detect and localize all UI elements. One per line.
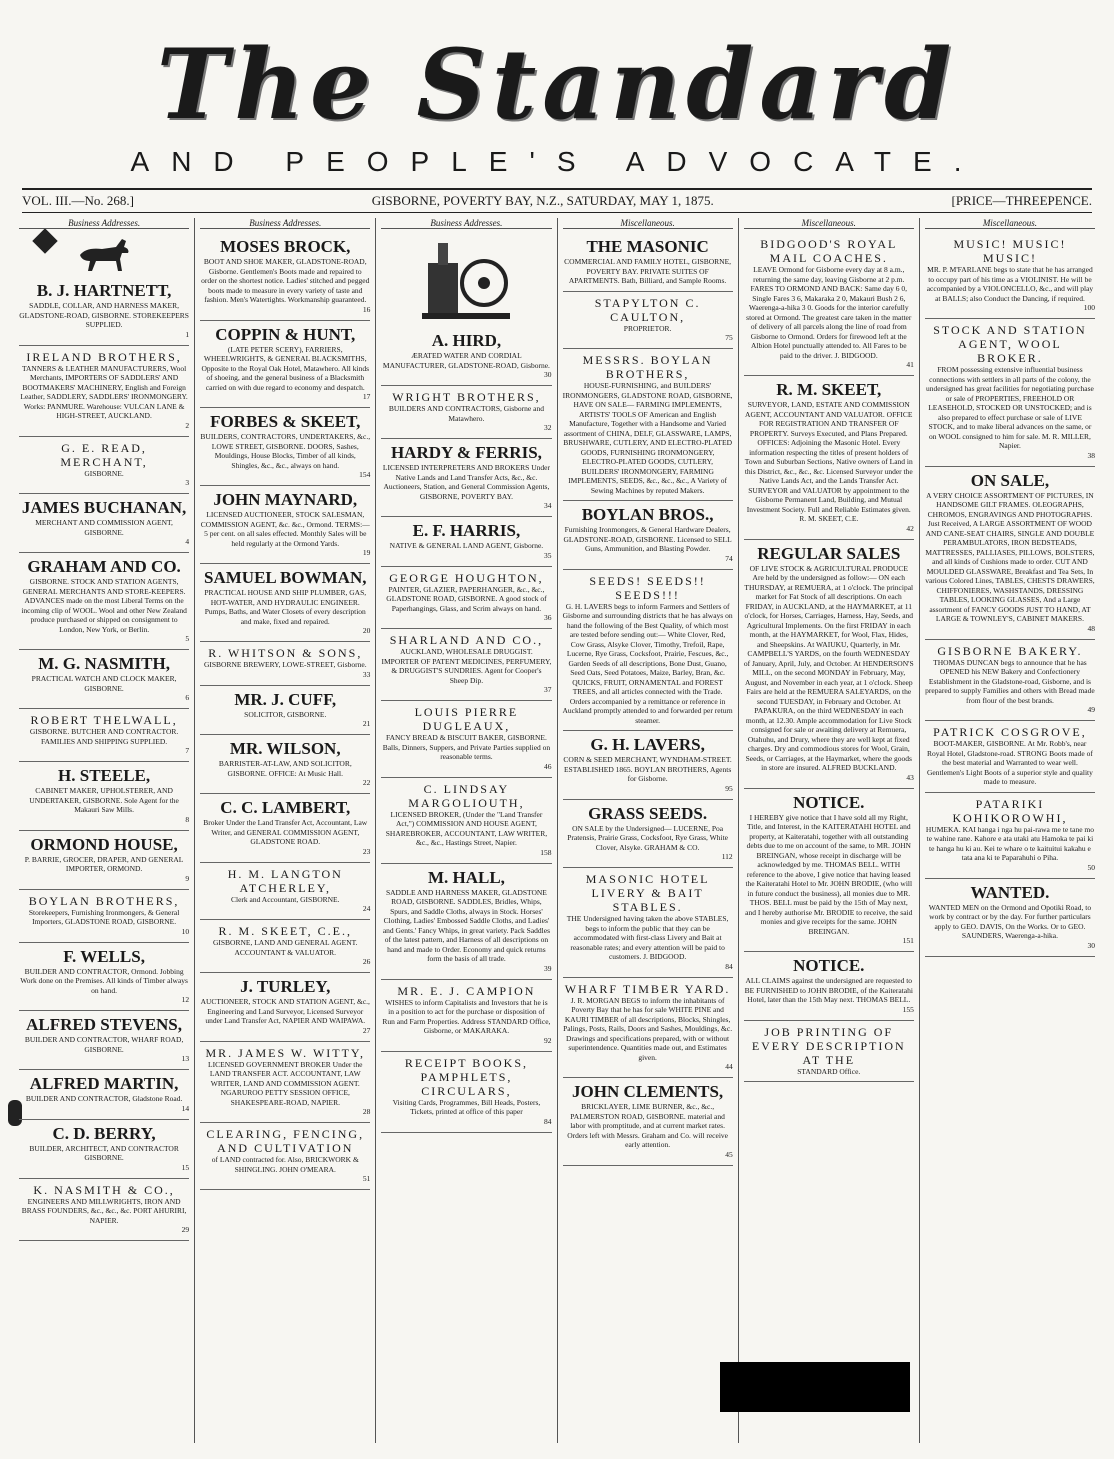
ad-body: BUILDER AND CONTRACTOR, Ormond. Jobbing Work done on the Premises. All kinds of Timber always on hand. bbox=[20, 966, 188, 995]
ad-number: 35 bbox=[544, 550, 552, 560]
ad-title: G. H. LAVERS, bbox=[590, 735, 705, 754]
ad-number: 43 bbox=[906, 772, 914, 782]
ad-title: ORMOND HOUSE, bbox=[30, 834, 178, 854]
ad-title: MR. J. CUFF, bbox=[234, 689, 337, 709]
ad-body: PAINTER, GLAZIER, PAPERHANGER, &c., &c., GLADSTONE ROAD, GISBORNE. A good stock of Paperhangings, Glass, and Scrim always on hand. bbox=[386, 584, 547, 613]
column-2 bbox=[194, 218, 375, 1443]
ad-number: 10 bbox=[181, 926, 190, 936]
column-heading: Miscellaneous. bbox=[563, 218, 733, 229]
price: [PRICE—THREEPENCE. bbox=[951, 193, 1092, 208]
ad-body: FANCY BREAD & BISCUIT BAKER, GISBORNE. Balls, Dinners, Suppers, and Private Parties supplied on reasonable terms. bbox=[382, 733, 551, 761]
advertisement bbox=[200, 408, 370, 486]
advertisement bbox=[381, 778, 551, 864]
ad-body: COMMERCIAL AND FAMILY HOTEL, GISBORNE, POVERTY BAY. PRIVATE SUITES OF APARTMENTS. Bath, Billiard, and Sample Rooms. bbox=[564, 257, 732, 285]
ad-title: JOHN CLEMENTS, bbox=[572, 1082, 724, 1101]
ad-body: GISBORNE BREWERY, LOWE-STREET, Gisborne. bbox=[203, 660, 367, 669]
ad-title: BIDGOOD'S ROYAL MAIL COACHES. bbox=[760, 237, 898, 265]
ad-number: 22 bbox=[362, 778, 371, 787]
column-1 bbox=[14, 218, 194, 1443]
ad-title: C. C. LAMBERT, bbox=[220, 798, 351, 817]
ad-number: 19 bbox=[362, 548, 371, 557]
advertisement bbox=[744, 1021, 914, 1083]
advertisement bbox=[200, 863, 370, 921]
ad-number: 155 bbox=[902, 1004, 914, 1014]
columns bbox=[14, 218, 1100, 1443]
advertisement bbox=[563, 349, 733, 501]
ad-number: 2 bbox=[185, 420, 190, 430]
ad-title: H. M. LANGTON ATCHERLEY, bbox=[227, 866, 343, 895]
ad-number: 45 bbox=[725, 1149, 733, 1159]
ad-body: GISBORNE, LAND AND GENERAL AGENT. ACCOUNTANT & VALUATOR. bbox=[212, 938, 358, 957]
advertisement bbox=[381, 864, 551, 980]
advertisement bbox=[200, 233, 370, 321]
ad-title: SEEDS! SEEDS!! SEEDS!!! bbox=[589, 573, 706, 602]
ad-number: 41 bbox=[906, 360, 914, 369]
volume-number: VOL. III.—No. 268.] bbox=[22, 193, 134, 208]
ad-body: WISHES to inform Capitalists and Investors that he is in a position to act for the purchase or disposition of Run and Farm Properties. Address STANDARD Office, Gisborne, or MAKARAKA. bbox=[382, 997, 551, 1035]
ad-body: BUILDER AND CONTRACTOR, Gladstone Road. bbox=[25, 1094, 183, 1103]
ad-title: MR. E. J. CAMPION bbox=[397, 983, 536, 998]
ad-title: MUSIC! MUSIC! MUSIC! bbox=[953, 237, 1067, 265]
ad-number: 37 bbox=[544, 685, 552, 694]
ad-number: 21 bbox=[362, 719, 371, 728]
advertisement bbox=[925, 233, 1095, 319]
ad-number: 3 bbox=[185, 478, 190, 487]
ad-number: 16 bbox=[362, 304, 371, 314]
ad-number: 95 bbox=[725, 783, 733, 793]
advertisement bbox=[19, 762, 189, 831]
ad-body: SADDLE, COLLAR, AND HARNESS MAKER, GLADSTONE-ROAD, GISBORNE. STOREKEEPERS SUPPLIED. bbox=[19, 301, 189, 329]
ad-number: 26 bbox=[362, 957, 371, 966]
ad-title: ALFRED STEVENS, bbox=[26, 1015, 183, 1034]
redaction-block bbox=[720, 1362, 910, 1412]
advertisement bbox=[19, 437, 189, 495]
ad-body: Clerk and Accountant, GISBORNE. bbox=[230, 894, 340, 904]
ad-body: LEAVE Ormond for Gisborne every day at 8 a.m., returning the same day, leaving Gisborne at 2 p.m. FARES TO ORMOND AND BACK: Same day 6 0, Single Fares 3 6, Makaraka 2 0, Makauri Bush 2 6, Waerenga-a-hika 3 0. Goods for the interior carefully stored at Ormond. The greatest care taken in the matter of delivery of all parcels along the line of road from Gisborne to Ormond. Orders for firewood left at the Albion Hotel punctually attended to. All Fares to be paid to the driver. J. BIDGOOD. bbox=[746, 265, 912, 360]
ad-title: FORBES & SKEET, bbox=[210, 412, 361, 431]
ad-number: 24 bbox=[362, 904, 371, 913]
ad-title: HARDY & FERRIS, bbox=[390, 443, 542, 462]
advertisement bbox=[19, 277, 189, 346]
ad-number: 30 bbox=[544, 370, 552, 379]
advertisement bbox=[563, 233, 733, 292]
ad-number: 74 bbox=[725, 553, 733, 563]
column-heading: Miscellaneous. bbox=[744, 218, 914, 229]
ad-body: ALL CLAIMS against the undersigned are requested to BE FURNISHED to JOHN BRODIE, of the Kaiteratahi Hotel, later than the 15th May next. THOMAS BELL. bbox=[744, 976, 913, 1004]
ad-title: WANTED. bbox=[970, 882, 1050, 902]
ad-number: 8 bbox=[185, 814, 190, 824]
advertisement bbox=[200, 735, 370, 794]
ad-number: 84 bbox=[544, 1116, 552, 1126]
ad-body: J. R. MORGAN BEGS to inform the inhabitants of Poverty Bay that he has for sale WHITE PINE and KAURI TIMBER of all descriptions, Blocks, Shingles, Palings, Posts, Rails, Doors and Sashes, Mouldings, &c. Drawings and specifications prepared, with or without superintendence. Quantities made out, and Estimates given. bbox=[563, 995, 733, 1062]
ad-number: 34 bbox=[544, 501, 552, 510]
ad-body: OF LIVE STOCK & AGRICULTURAL PRODUCE Are held by the undersigned as follow:— ON each THURSDAY, at REMUERA, at 1 o'clock. The principal market for Fat Stock of all descriptions. On each FRIDAY, in AUCKLAND, at the HAYMARKET, at 11 o'clock, for Horses, Carriages, Harness, Hay, Seeds, and Agricultural Implements. On the first FRIDAY in each month, at the HAYMARKET, for Wool, Flax, Hides, and Sheepskins. At WAIUKU, Quarterly, in Mr. CAMPBELL'S YARDS, on the fourth WEDNESDAY of January, April, July, and October. At HENDERSON'S MILL, on the second MONDAY in February, May, August, and November in each year, at 1 o'clock. Sheep Fairs are held at the REMUERA SALEYARDS, on the second TUESDAY, in February and October. At PAPAKURA, on the third WEDNESDAY in each month, at 12.30. Ample accommodation for Live Stock consigned for sale or awaiting delivery at Remuera, Otahuhu, and Drury, where they are well kept at fixed charges. Dry and commodious stores for Wool, Grain, Seeds, or Carriages, at the Haymarket, where the goods in store are insured. ALFRED BUCKLAND. bbox=[743, 563, 914, 772]
ad-number: 20 bbox=[362, 626, 371, 635]
ad-number: 23 bbox=[362, 846, 371, 856]
ad-body: SADDLE AND HARNESS MAKER, GLADSTONE ROAD, GISBORNE. SADDLES, Bridles, Whips, Spurs, and Saddle Cloths, always in Stock. Horses' Clothing, Ladies' Embossed Saddle Cloths, and Ladies' and Gents.' Fancy Whips, in great variety. Pack Saddles of the latest pattern, and Harness of all descriptions on hand and made to Order. Economy and quick returns form the basis of all trade. bbox=[382, 887, 550, 963]
advertisement bbox=[563, 731, 733, 800]
ad-number: 48 bbox=[1087, 623, 1096, 633]
advertisement bbox=[200, 321, 370, 409]
ad-body: SURVEYOR, LAND, ESTATE AND COMMISSION AGENT, ACCOUNTANT AND VALUATOR. OFFICE FOR REGISTRATION AND TRANSFER OF PROPERTY. Surveys Executed, and Plans Prepared. OFFICES: Adjoining the Masonic Hotel. Every information respecting the titles of present holders of Town and Suburban Sections, Native owners of Land in this District, &c., &c., &c. Licensed Surveyor under the Native Lands Act, and the Lands Transfer Act. SURVEYOR and VALUATOR by appointment to the Gisborne Permanent Land, Building, and Mutual Investment Society. Full and Reliable Estimates given. R. M. SKEET, C.E. bbox=[744, 400, 913, 523]
ad-title: WRIGHT BROTHERS, bbox=[392, 390, 541, 404]
advertisement bbox=[19, 709, 189, 762]
ad-number: 14 bbox=[181, 1103, 190, 1113]
advertisement bbox=[381, 439, 551, 517]
ad-body: THOMAS DUNCAN begs to announce that he has OPENED his NEW Bakery and Confectionery Establishment in the Gladstone-road, Gisborne, and is prepared to supply Families and others with Bread made from flour of the best brands. bbox=[925, 657, 1095, 705]
column-4 bbox=[557, 218, 738, 1443]
advertisement bbox=[925, 640, 1095, 722]
ad-title: LOUIS PIERRE DUGLEAUX, bbox=[414, 705, 519, 733]
column-5 bbox=[738, 218, 919, 1443]
ad-title: ALFRED MARTIN, bbox=[29, 1074, 179, 1093]
ad-body: GISBORNE. bbox=[84, 468, 124, 478]
ad-number: 4 bbox=[185, 537, 190, 546]
ad-title: J. TURLEY, bbox=[240, 977, 331, 996]
ad-number: 36 bbox=[544, 613, 552, 622]
ad-title: F. WELLS, bbox=[63, 946, 145, 966]
ad-title: G. E. READ, MERCHANT, bbox=[60, 440, 148, 469]
ad-title: PATARIKI KOHIKOROWHI, bbox=[952, 796, 1068, 825]
column-6 bbox=[919, 218, 1100, 1443]
advertisement bbox=[744, 376, 914, 540]
advertisement bbox=[925, 467, 1095, 640]
ad-number: 75 bbox=[725, 333, 733, 342]
ad-title: WHARF TIMBER YARD. bbox=[564, 981, 731, 996]
masthead-title: The Standard bbox=[156, 28, 958, 141]
advertisement bbox=[925, 319, 1095, 467]
ad-title: MESSRS. BOYLAN BROTHERS, bbox=[582, 353, 713, 381]
dateline bbox=[22, 188, 1092, 213]
column-heading: Business Addresses. bbox=[19, 218, 189, 229]
ad-number: 7 bbox=[185, 746, 190, 755]
advertisement bbox=[744, 540, 914, 789]
ad-title: CLEARING, FENCING, AND CULTIVATION bbox=[206, 1127, 365, 1155]
ad-body: BARRISTER-AT-LAW, AND SOLICITOR, GISBORNE. OFFICE: At Music Hall. bbox=[218, 759, 352, 778]
masthead bbox=[0, 30, 1114, 178]
ad-body: PRACTICAL HOUSE AND SHIP PLUMBER, GAS, HOT-WATER, AND HYDRAULIC ENGINEER. Pumps, Baths, and Water Closets of every description and make, fixed and repaired. bbox=[204, 588, 367, 626]
ad-body: THE Undersigned having taken the above STABLES, begs to inform the public that they can be accommodated with first-class Livery and Bait at reasonable rates; and every attention will be paid to customers. J. BIDGOOD. bbox=[566, 914, 729, 961]
ad-number: 92 bbox=[544, 1035, 552, 1045]
ad-body: Storekeepers, Furnishing Ironmongers, & General Importers, GLADSTONE ROAD, GISBORNE. bbox=[28, 907, 180, 926]
advertisement bbox=[19, 1179, 189, 1242]
ad-title: STOCK AND STATION AGENT, WOOL BROKER. bbox=[933, 323, 1087, 365]
ad-title: MASONIC HOTEL LIVERY & BAIT STABLES. bbox=[585, 872, 710, 914]
advertisement bbox=[19, 890, 189, 943]
advertisement bbox=[19, 1011, 189, 1070]
ad-number: 5 bbox=[185, 634, 190, 643]
ad-title: BOYLAN BROS., bbox=[581, 505, 714, 524]
ad-number: 9 bbox=[185, 873, 190, 883]
ad-body: HUMEKA. KAI hanga i nga hu pai-rawa me te tane mo te wahine rane. Kahore e ata utaki atu Hamoka te pai ki te hanga hu ki au. Kei te whare o te kaituitui kakahu e tata ana ki te Paparahuhi o Piha. bbox=[925, 824, 1094, 862]
advertisement bbox=[925, 793, 1095, 879]
column-heading: Miscellaneous. bbox=[925, 218, 1095, 229]
ad-number: 84 bbox=[725, 961, 733, 971]
ad-title: MR. WILSON, bbox=[229, 739, 341, 758]
advertisement bbox=[19, 1120, 189, 1179]
ad-number: 30 bbox=[1087, 940, 1096, 950]
column-heading: Business Addresses. bbox=[381, 218, 551, 229]
ad-title: RECEIPT BOOKS, PAMPHLETS, CIRCULARS, bbox=[404, 1055, 528, 1098]
ad-number: 15 bbox=[181, 1162, 190, 1172]
ad-title: MR. JAMES W. WITTY, bbox=[205, 1045, 366, 1060]
ad-title: R. WHITSON & SONS, bbox=[208, 646, 363, 660]
ad-body: LICENSED GOVERNMENT BROKER Under the LAND TRANSFER ACT. ACCOUNTANT, LAW WRITER, LAND AND COMMISSION AGENT. NGARUROO PETTY SESSION OFFICE, SHAKESPEARE-ROAD, NAPIER. bbox=[208, 1059, 363, 1107]
ad-body: GISBORNE. STOCK AND STATION AGENTS, GENERAL MERCHANTS AND STORE-KEEPERS. ADVANCES made on the most Liberal Terms on the incoming clip of WOOL. Wool and other New Zealand produce purchased or shipped on consignment to London, New York, or Berlin. bbox=[21, 577, 187, 634]
ad-title: M. HALL, bbox=[427, 867, 505, 887]
ad-body: BUILDERS AND CONTRACTORS, Gisborne and Matawhero. bbox=[388, 404, 544, 423]
ad-number: 154 bbox=[359, 470, 371, 479]
ad-body: CABINET MAKER, UPHOLSTERER, AND UNDERTAKER, GISBORNE. Sole Agent for the Makauri Saw Mills. bbox=[29, 786, 179, 814]
ad-title: K. NASMITH & CO., bbox=[33, 1182, 175, 1197]
ad-body: STANDARD Office. bbox=[797, 1066, 861, 1076]
advertisement bbox=[200, 920, 370, 973]
ad-body: ÆRATED WATER AND CORDIAL MANUFACTURER, GLADSTONE-ROAD, Gisborne. bbox=[382, 351, 550, 370]
advertisement bbox=[19, 553, 189, 650]
advertisement bbox=[381, 701, 551, 778]
advertisement bbox=[563, 800, 733, 869]
advertisement bbox=[19, 831, 189, 890]
advertisement bbox=[19, 494, 189, 553]
ad-body: LICENSED BROKER, (Under the "Land Transfer Act,") COMMISSION AND HOUSE AGENT, SHAREBROKER, ACCOUNTANT, LAW WRITER, &c., &c., Hastings Street, Napier. bbox=[385, 809, 548, 847]
ad-number: 33 bbox=[362, 669, 371, 679]
advertisement bbox=[200, 564, 370, 642]
ad-number: 50 bbox=[1087, 862, 1096, 872]
ad-body: Furnishing Ironmongers, & General Hardware Dealers, GLADSTONE-ROAD, GISBORNE. Licensed to SELL Guns, Ammunition, and Blasting Powder. bbox=[563, 525, 732, 553]
ad-title: JOB PRINTING OF EVERY DESCRIPTION AT THE bbox=[751, 1024, 906, 1067]
ad-number: 29 bbox=[181, 1225, 190, 1234]
ad-number: 27 bbox=[362, 1025, 371, 1035]
ad-title: C. LINDSAY MARGOLIOUTH, bbox=[408, 781, 525, 810]
ad-title: M. G. NASMITH, bbox=[38, 654, 170, 673]
ad-number: 32 bbox=[544, 423, 552, 432]
advertisement bbox=[200, 486, 370, 564]
ad-title: ROBERT THELWALL, bbox=[30, 713, 178, 727]
ad-body: BUILDERS, CONTRACTORS, UNDERTAKERS, &c., LOWE STREET, GISBORNE. DOORS, Sashes, Mouldings, House Blocks, Timber of all kinds, Shingles, &c., &c., always on hand. bbox=[200, 432, 371, 470]
ad-title: JOHN MAYNARD, bbox=[213, 490, 358, 509]
ad-number: 112 bbox=[721, 852, 733, 861]
ad-body: G. H. LAVERS begs to inform Farmers and Settlers of Gisborne and surrounding districts that he has always on hand the following of the Best Quality, of which most are tested before sending out:— White Clover, Red, Cow Grass, Alsyke Clover, Timothy, Trefoil, Rape, Lucerne, Rye Grass, Cocksfoot, Prairie, Fescues, &c., Garden Seeds of all descriptions, Bone Dust, Guano, Seed Oats, Seed Potatoes, Maize, Barley, Bran, &c. QUICKS, FRUIT, ORNAMENTAL and FOREST TREES, and all articles connected with the Trade. Orders accompanied by a remittance or reference in Auckland promptly attended to and forwarded per return steamer. bbox=[562, 601, 733, 725]
advertisement bbox=[925, 721, 1095, 793]
ad-title: H. STEELE, bbox=[58, 766, 151, 785]
ad-title: NOTICE. bbox=[793, 792, 865, 812]
ad-body: WANTED MEN on the Ormond and Opotiki Road, to work by contract or by the day. For further particulars apply to GEO. DAVIS, On the Works. Or to GEO. SAUNDERS, Waerenga-a-hika. bbox=[928, 902, 1092, 940]
ad-title: E. F. HARRIS, bbox=[412, 521, 521, 540]
ad-title: GRAHAM AND CO. bbox=[27, 557, 181, 576]
ad-number: 13 bbox=[181, 1054, 190, 1063]
ad-body: of LAND contracted for. Also, BRICKWORK & SHINGLING. JOHN O'MEARA. bbox=[211, 1155, 359, 1174]
ad-number: 42 bbox=[906, 523, 914, 533]
ad-body: BOOT-MAKER, GISBORNE. At Mr. Robb's, near Royal Hotel, Gladstone-road. STRONG Boots made of the best material and Warranted to wear well. Gentlemen's Light Boots of a superior style and quality made to measure. bbox=[926, 739, 1093, 786]
ad-title: B. J. HARTNETT, bbox=[36, 281, 172, 300]
advertisement bbox=[19, 1070, 189, 1120]
horse-icon bbox=[72, 235, 136, 275]
ad-body: MR. P. M'FARLANE begs to state that he has arranged to occupy part of his time as a VIOLINIST. He will be accompanied by a VIOLONCELLO, &c., and will play at BALLS; also Conduct the Dancing, if required. bbox=[926, 265, 1094, 303]
ad-number: 44 bbox=[725, 1062, 733, 1071]
ad-title: ON SALE, bbox=[970, 470, 1050, 490]
advertisement bbox=[200, 1123, 370, 1190]
ad-title: NOTICE. bbox=[793, 956, 865, 975]
ad-title: PATRICK COSGROVE, bbox=[933, 725, 1087, 739]
soda-machine-icon bbox=[418, 233, 514, 323]
ad-number: 46 bbox=[544, 761, 552, 771]
advertisement bbox=[200, 686, 370, 736]
advertisement bbox=[381, 1052, 551, 1133]
advertisement bbox=[381, 567, 551, 630]
advertisement bbox=[563, 1078, 733, 1166]
advertisement bbox=[200, 642, 370, 686]
ad-number: 6 bbox=[185, 693, 190, 702]
ad-body: BUILDER AND CONTRACTOR, WHARF ROAD, GISBORNE. bbox=[24, 1035, 184, 1054]
ad-title: GISBORNE BAKERY. bbox=[937, 643, 1083, 658]
ad-body: MERCHANT AND COMMISSION AGENT, GISBORNE. bbox=[35, 518, 173, 537]
ad-title: COPPIN & HUNT, bbox=[215, 324, 356, 344]
ad-title: MOSES BROCK, bbox=[220, 237, 351, 256]
ad-body: AUCKLAND, WHOLESALE DRUGGIST. IMPORTER OF PATENT MEDICINES, PERFUMERY, & DRUGGIST'S SUNDRIES. Agent for Cooper's Sheep Dip. bbox=[381, 647, 552, 685]
ad-title: IRELAND BROTHERS, bbox=[26, 349, 182, 364]
advertisement bbox=[563, 868, 733, 978]
ad-title: GEORGE HOUGHTON, bbox=[389, 570, 544, 585]
ad-body: PRACTICAL WATCH AND CLOCK MAKER, GISBORNE. bbox=[31, 674, 177, 693]
advertisement bbox=[381, 980, 551, 1052]
advertisement bbox=[744, 233, 914, 376]
ad-body: Broker Under the Land Transfer Act, Accountant, Law Writer, and GENERAL COMMISSION AGENT, GLADSTONE ROAD. bbox=[203, 818, 368, 846]
ad-body: ENGINEERS AND MILLWRIGHTS, IRON AND BRASS FOUNDERS, &c., &c., &c. PORT AHURIRI, NAPIER. bbox=[21, 1196, 187, 1225]
ad-body: AUCTIONEER, STOCK AND STATION AGENT, &c., Engineering and Land Surveyor, Licensed Surveyor under Land Transfer Act, NAPIER AND WAIPAWA. bbox=[200, 997, 370, 1025]
ad-body: P. BARRIE, GROCER, DRAPER, AND GENERAL IMPORTER, ORMOND. bbox=[24, 854, 184, 873]
ad-body: BUILDER, ARCHITECT, AND CONTRACTOR GISBORNE. bbox=[29, 1143, 179, 1162]
ad-body: LICENSED AUCTIONEER, STOCK SALESMAN, COMMISSION AGENT, &c. &c., Ormond. TERMS:—5 per cent. on all sales effected. Monthly Sales will be held regularly at the Ormond Yards. bbox=[200, 510, 370, 548]
ad-number: 151 bbox=[902, 936, 914, 945]
ad-title: STAPYLTON C. CAULTON, bbox=[594, 295, 701, 324]
advertisement bbox=[381, 327, 551, 386]
ad-number: 1 bbox=[185, 329, 190, 339]
ad-number: 17 bbox=[362, 392, 371, 401]
ad-body: CORN & SEED MERCHANT, WYNDHAM-STREET. ESTABLISHED 1865. BOYLAN BROTHERS, Agents for Gisborne. bbox=[563, 755, 732, 783]
advertisement bbox=[200, 794, 370, 863]
advertisement bbox=[19, 650, 189, 709]
ad-title: SAMUEL BOWMAN, bbox=[204, 568, 367, 587]
advertisement bbox=[381, 629, 551, 701]
ad-number: 100 bbox=[1083, 303, 1096, 312]
ad-body: BRICKLAYER, LIME BURNER, &c., &c., PALMERSTON ROAD, GISBORNE. material and labor with promptitude, and at current market rates. Orders left with Messrs. Graham and Co. will receive early attention. bbox=[567, 1102, 728, 1149]
ad-title: R. M. SKEET, C.E., bbox=[218, 924, 352, 938]
ad-body: TANNERS & LEATHER MANUFACTURERS, Wool Merchants, IMPORTERS OF SADDLERS' AND BOOTMAKERS' MACHINERY, English and Foreign Leather, SADDLERY, SADDLERS' IRONMONGERY. Works: PANMURE. Warehouse: VULCAN LANE & HIGH-STREET, AUCKLAND. bbox=[20, 363, 188, 420]
advertisement bbox=[744, 789, 914, 953]
ad-title: REGULAR SALES bbox=[757, 543, 901, 563]
ad-title: R. M. SKEET, bbox=[776, 380, 882, 399]
ad-body: NATIVE & GENERAL LAND AGENT, Gisborne. bbox=[389, 541, 544, 550]
advertisement bbox=[563, 978, 733, 1079]
ad-body: (LATE PETER SCERY), FARRIERS, WHEELWRIGHTS, & GENERAL BLACKSMITHS, Opposite to the Royal Oak Hotel, Matawhero. All kinds of shoeing, and the general business of a Blacksmith carried on with due regard to economy and despatch. bbox=[201, 344, 369, 392]
column-3 bbox=[375, 218, 556, 1443]
ad-title: SHARLAND AND CO., bbox=[389, 633, 544, 647]
advertisement bbox=[744, 952, 914, 1021]
column-heading: Business Addresses. bbox=[200, 218, 370, 229]
ad-body: A VERY CHOICE ASSORTMENT OF PICTURES, IN HANDSOME GILT FRAMES. OLEOGRAPHS, CHROMOS, ENGRAVINGS AND PHOTOGRAPHS. Just Received, A LARGE ASSORTMENT OF WOOD AND CANE-SEAT CHAIRS, SINGLE AND DOUBLE PERAMBULATORS, IRON BEDSTEADS, MATTRESSES, PALLIASES, PILLOWS, BOLSTERS, and all kinds of Cushions made to order. CUT AND MOULDED GLASSWARE, Breakfast and Tea Sets, In various Colored Lines, TABLES, CHESTS DRAWERS, CHIFFONIERES, WASHSTANDS, DRESSING TABLES, LOOKING GLASSES, And a Large assortment of FANCY GOODS JUST TO HAND, AT LARGE & TOWNLEY'S, CABINET MAKERS. bbox=[925, 490, 1095, 623]
ad-title: A. HIRD, bbox=[431, 331, 502, 350]
ad-number: 39 bbox=[544, 963, 552, 973]
advertisement bbox=[563, 292, 733, 350]
ad-title: GRASS SEEDS. bbox=[588, 803, 708, 823]
advertisement bbox=[563, 501, 733, 570]
ad-number: 51 bbox=[362, 1174, 371, 1183]
ad-body: ON SALE by the Undersigned— LUCERNE, Poa Pratensis, Prairie Grass, Cocksfoot, Rye Grass, White Clover, Alsyke. GRAHAM & CO. bbox=[567, 823, 728, 852]
advertisement bbox=[19, 943, 189, 1012]
ad-body: FROM possessing extensive influential business connections with settlers in all parts of the colony, the undersigned has great facilities for negotiating purchase or sale of PROPERTIES, FREEHOLD OR LEASEHOLD, STOCKED OR UNSTOCKED; and is also prepared to effect purchase or sale of LIVE STOCK, and to make liberal advances on the same, or on WOOL consigned to him for sale. M. R. MILLER, Napier. bbox=[926, 365, 1094, 450]
ad-title: JAMES BUCHANAN, bbox=[21, 498, 187, 517]
ad-body: BOOT AND SHOE MAKER, GLADSTONE-ROAD, Gisborne. Gentlemen's Boots made and repaired to order on the shortest notice. Ladies' stitched and pegged boots made to measure in every variety of taste and fashion. Men's Watertights. Workmanship guaranteed. bbox=[201, 257, 370, 304]
ad-body: Visiting Cards, Programmes, Bill Heads, Posters, Tickets, printed at office of this paper bbox=[392, 1097, 541, 1116]
ad-title: BOYLAN BROTHERS, bbox=[28, 893, 180, 908]
ad-body: I HEREBY give notice that I have sold all my Right, Title, and Interest, in the KAITERATAHI HOTEL and property, at Kaiteratahi, together with all outstanding debts due to me on account of the same, to MR. JOHN BREINGAN, whose receipt in discharge will be acknowledged by me. THOMAS BELL. WITH reference to the above, I give notice that having leased the Kaiteratahi Hotel to Mr. JOHN BRODIE, (who will in future conduct the business), all monies due to MR. THOS. BELL must be paid by the 15th of May next, and I hereby authorise Mr. BRODIE to receive, the said monies and give receipts for the same. JOHN BREINGAN. bbox=[745, 812, 913, 936]
advertisement bbox=[200, 1042, 370, 1124]
ad-number: 28 bbox=[362, 1107, 371, 1116]
advertisement bbox=[381, 517, 551, 567]
ad-body: PROPRIETOR. bbox=[623, 323, 672, 333]
ad-title: C. D. BERRY, bbox=[52, 1123, 156, 1143]
ad-body: SOLICITOR, GISBORNE. bbox=[244, 709, 327, 719]
ad-body: HOUSE-FURNISHING, and BUILDERS' IRONMONGERS, GLADSTONE ROAD, GISBORNE, HAVE ON SALE— FARMING IMPLEMENTS, ARTISTS' TOOLS OF American and English Manufacture, Together with a Handsome and Varied assortment of CHINA, DELF, GLASSWARE, LAMPS, BRUSHWARE, CUTLERY, AND ELECTRO-PLATED GOODS, FURNISHING IRONMONGERY, ELECTRO-PLATED GOODS, CUTLERY, BUILDERS' IRONMONGERY, FARMING IMPLEMENTS, SEEDS, &c., &c., &c., A Variety of Sewing Machines by reputed Makers. bbox=[562, 381, 733, 495]
ad-title: THE MASONIC bbox=[586, 237, 709, 256]
advertisement bbox=[381, 386, 551, 439]
ad-number: 38 bbox=[1087, 450, 1096, 460]
ad-number: 158 bbox=[540, 847, 552, 857]
place-date: GISBORNE, POVERTY BAY, N.Z., SATURDAY, MAY 1, 1875. bbox=[371, 193, 714, 208]
ad-number: 12 bbox=[181, 995, 190, 1004]
advertisement bbox=[19, 346, 189, 437]
masthead-subtitle: AND PEOPLE'S ADVOCATE. bbox=[130, 146, 984, 177]
advertisement bbox=[925, 879, 1095, 957]
advertisement bbox=[200, 973, 370, 1042]
advertisement bbox=[563, 570, 733, 732]
ad-body: GISBORNE. BUTCHER AND CONTRACTOR. FAMILIES AND SHIPPING SUPPLIED. bbox=[29, 727, 179, 746]
ad-number: 49 bbox=[1087, 705, 1096, 714]
ad-body: LICENSED INTERPRETERS AND BROKERS Under Native Lands and Land Transfer Acts, &c., &c. Auctioneers, Station, and General Commission Agents, GISBORNE, POVERTY BAY. bbox=[382, 463, 550, 501]
